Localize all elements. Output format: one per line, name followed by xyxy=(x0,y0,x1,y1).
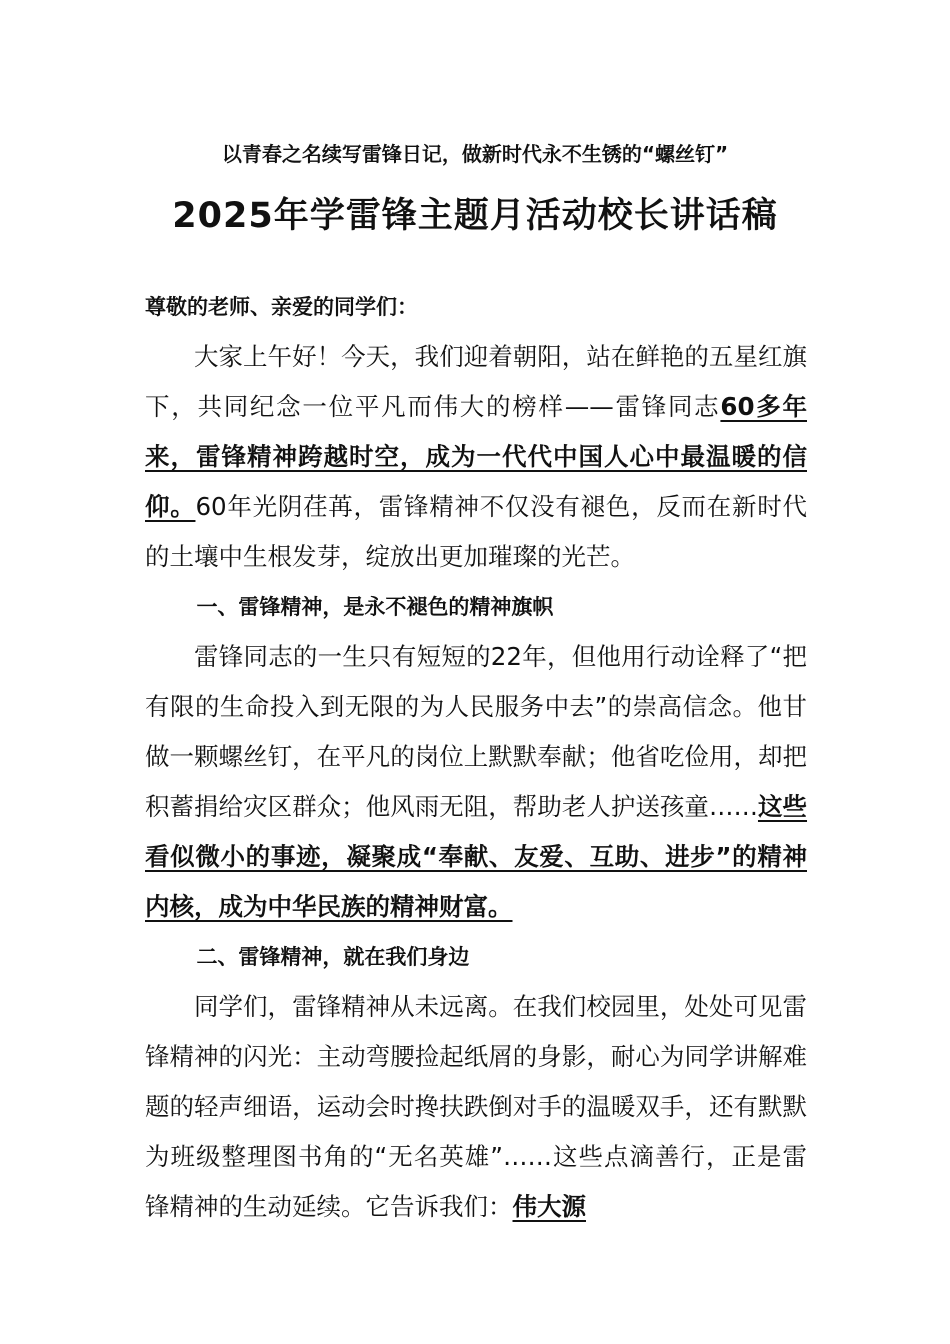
paragraph-3-text: 同学们，雷锋精神从未远离。在我们校园里，处处可见雷锋精神的闪光：主动弯腰捡起纸屑的身影，耐心为同学讲解难题的轻声细语，运动会时搀扶跌倒对手的温暖双手，还有默默为班级整理图书角的“无名英雄”……这些点滴善行，正是雷锋精神的生动延续。它告诉我们： xyxy=(145,992,807,1221)
document-subtitle: 以青春之名续写雷锋日记，做新时代永不生锈的“螺丝钉” xyxy=(221,142,729,166)
paragraph-1-text-2: 60年光阴荏苒，雷锋精神不仅没有褪色，反而在新时代的土壤中生根发芽，绽放出更加璀璨的光芒。 xyxy=(145,492,807,571)
paragraph-3-emphasis: 伟大源 xyxy=(512,1192,586,1221)
paragraph-1-emphasis: 60多年来，雷锋精神跨越时空，成为一代代中国人心中最温暖的信仰。 xyxy=(145,392,807,521)
paragraph-2-text: 雷锋同志的一生只有短短的22年，但他用行动诠释了“把有限的生命投入到无限的为人民服务中去”的崇高信念。他甘做一颗螺丝钉，在平凡的岗位上默默奉献；他省吃俭用，却把积蓄捐给灾区群众；他风雨无阻，帮助老人护送孩童…… xyxy=(145,642,807,821)
paragraph-2 xyxy=(145,632,807,932)
paragraph-1-text: 大家上午好！今天，我们迎着朝阳，站在鲜艳的五星红旗下，共同纪念一位平凡而伟大的榜样——雷锋同志 xyxy=(145,342,807,421)
document-title: 2025年学雷锋主题月活动校长讲话稿 xyxy=(172,196,778,236)
section-heading-2: 二、雷锋精神，就在我们身边 xyxy=(196,945,470,969)
paragraph-1 xyxy=(145,332,807,582)
paragraph-2-emphasis: 这些看似微小的事迹，凝聚成“奉献、友爱、互助、进步”的精神内核，成为中华民族的精神财富。 xyxy=(145,792,808,921)
section-heading-1: 一、雷锋精神，是永不褪色的精神旗帜 xyxy=(196,595,554,619)
greeting: 尊敬的老师、亲爱的同学们： xyxy=(145,295,418,319)
paragraph-3 xyxy=(145,982,807,1232)
document-body xyxy=(145,282,807,1232)
